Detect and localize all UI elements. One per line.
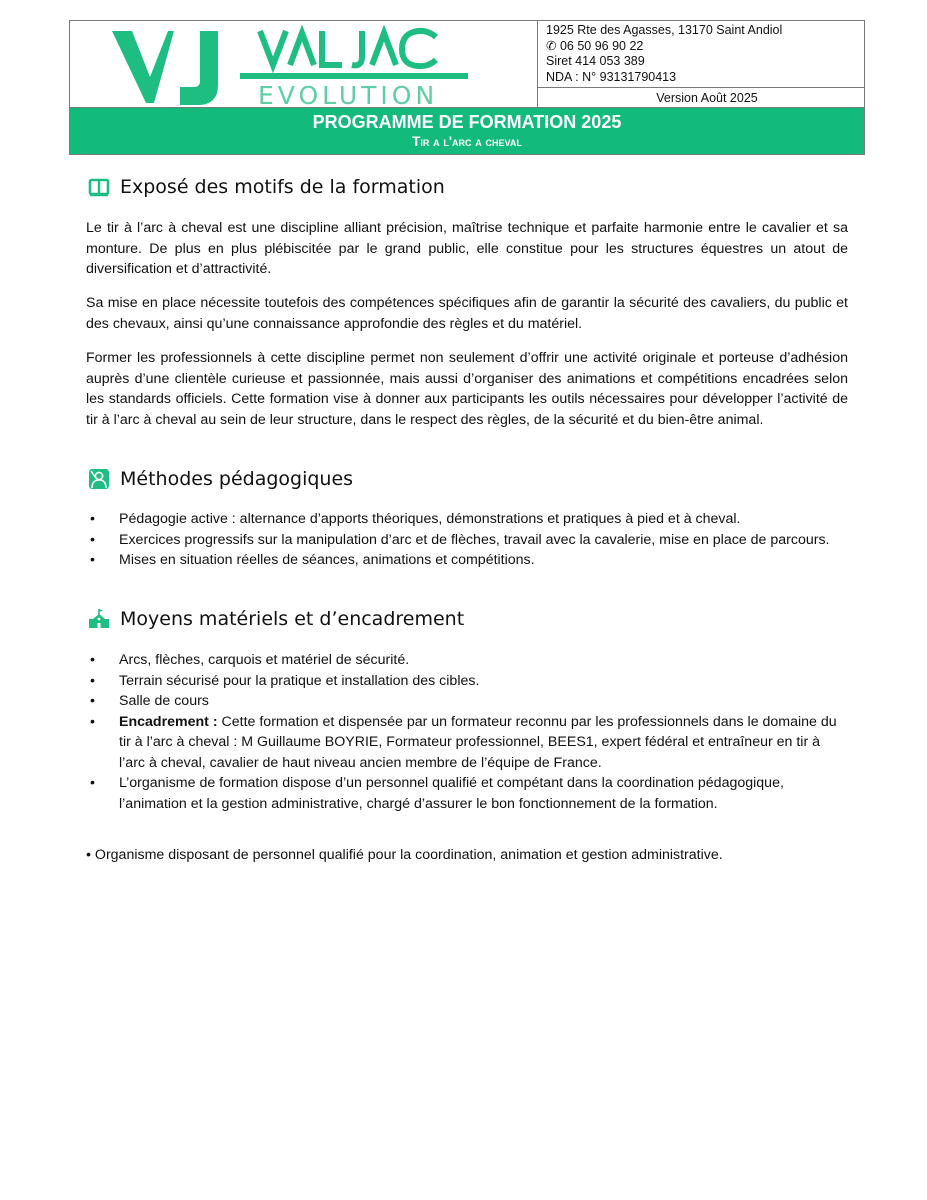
document-version: Version Août 2025 [538,88,864,108]
section-heading-methodes [88,468,353,490]
paragraph: Sa mise en place nécessite toutefois des compétences spécifiques afin de garantir la sécurité des cavaliers, du public et des chevaux, ainsi qu’une connaissance approfondie des règles et du matériel. [86,295,848,332]
list-item: • Mises en situation réelles de séances, animations et compétitions. [90,552,535,568]
section-title-text: Méthodes pédagogiques [120,468,354,490]
methods-list [86,509,848,571]
list-item: • Exercices progressifs sur la manipulation d’arc et de flèches, travail avec la cavalerie, mise en place de parcours. [90,531,830,548]
programme-subtitle: Tir a l'arc a cheval [412,134,522,149]
footer-note: • Organisme disposant de personnel qualifié pour la coordination, animation et gestion administrative. [86,847,723,863]
paragraph: Former les professionnels à cette discipline permet non seulement d’offrir une activité originale et porteuse d’adhésion auprès d’une clientèle curieuse et passionnée, mais aussi d’organiser des animations et compétitions encadrées selon les standards officiels. Cette formation vise à donner aux participants les outils nécessaires pour développer l’activité de tir à l’arc à cheval au sein de leur structure, dans le respect des règles, de la sécurité et du bien-être animal. [86,350,848,428]
company-info [538,21,864,88]
list-item: • Terrain sécurisé pour la pratique et installation des cibles. [90,672,480,689]
company-nda: NDA : N° 93131790413 [546,69,677,84]
section-heading-moyens [88,608,464,630]
section-heading-motifs [88,176,445,198]
section-title-text: Moyens matériels et d’encadrement [120,608,465,630]
paragraph: Le tir à l’arc à cheval est une discipline alliant précision, maîtrise technique et parfaite harmonie entre le cavalier et sa monture. De plus en plus plébiscitée par le grand public, elle constitue pour les structures équestres un atout de diversification et d’attractivité. [86,220,848,277]
title-banner [70,108,864,154]
book-icon [88,176,110,198]
list-item: • Pédagogie active : alternance d’apports théoriques, démonstrations et pratiques à pied et à cheval. [90,511,741,527]
company-siret: Siret 414 053 389 [546,54,645,68]
company-address: 1925 Rte des Agasses, 13170 Saint Andiol [546,23,783,37]
list-item: • Encadrement : Cette formation et dispensée par un formateur reconnu par les professionnels dans le domaine du tir à l’arc à cheval : M Guillaume BOYRIE, Formateur professionnel, BEES1, expert fédéral et entraîneur en tir à l’arc à cheval, cavalier de haut niveau ancien membre de l’équipe de France. [90,713,837,771]
teacher-icon [88,468,110,490]
school-building-icon [88,608,110,630]
list-item: • Arcs, flèches, carquois et matériel de sécurité. [90,652,410,668]
list-item: • L’organisme de formation dispose d’un personnel qualifié et compétant dans la coordination pédagogique, l’animation et la gestion administrative, chargé d’assurer le bon fonctionnement de la formation. [90,775,784,812]
svg-text:EVOLUTION: EVOLUTION [258,81,439,105]
encadrement-label: Encadrement : [119,713,218,730]
document-header [69,20,865,155]
valjac-logo [110,25,510,105]
logo-cell [70,21,538,108]
programme-title: PROGRAMME DE FORMATION 2025 [312,112,622,132]
resources-list [86,650,848,814]
list-item: • Salle de cours [90,693,209,709]
company-phone: ✆ 06 50 96 90 22 [546,38,644,53]
section-title-text: Exposé des motifs de la formation [120,176,445,198]
